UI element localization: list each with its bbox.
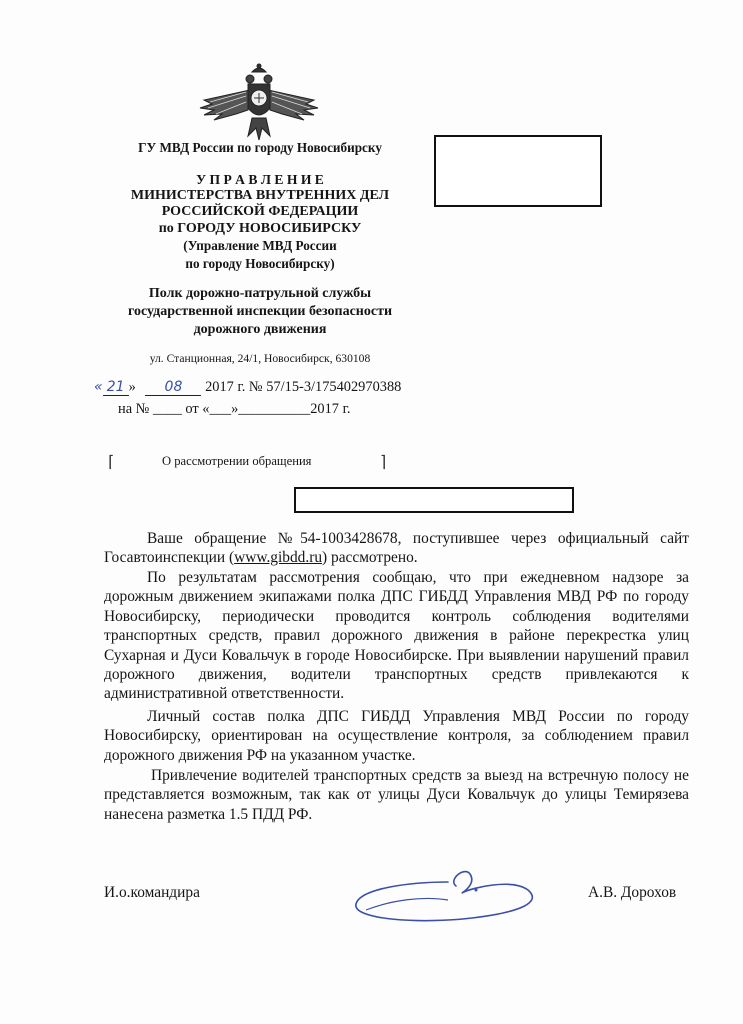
p1-end: ) рассмотрено.: [322, 549, 418, 567]
date-close-quote: »: [128, 379, 136, 395]
body-paragraph-2: По результатам рассмотрения сообщаю, что при ежедневном надзоре за дорожным движением экипажами полка ДПС ГИБДД Управления МВД РФ по городу Новосибирску, периодически проводится контроль соблюдения водителями транспортных средств, правил дорожного движения в районе перекрестка улиц Сухарная и Дуси Ковальчук в городе Новосибирске. При выявлении нарушений правил дорожного движения, водители транспортных средств привлекаются к административной ответственности.: [104, 569, 689, 703]
signer-name: А.В. Дорохов: [588, 884, 677, 901]
directorate-title: У П Р А В Л Е Н И Е: [196, 172, 324, 187]
regiment-line3: дорожного движения: [193, 322, 327, 337]
recipient-redaction-box: [434, 135, 602, 207]
day-handwritten: 21: [103, 379, 129, 396]
body-paragraph-4: Привлечение водителей транспортных средств за выезд на встречную полосу не представляется возможным, так как от улицы Дуси Ковальчук до улицы Темирязева нанесена разметка 1.5 ПДД РФ.: [104, 767, 689, 823]
gibdd-link[interactable]: www.gibdd.ru: [234, 549, 323, 567]
ministry-line1: МИНИСТЕРСТВА ВНУТРЕННИХ ДЕЛ: [130, 188, 390, 203]
mvd-emblem-icon: [196, 62, 322, 144]
signer-position: И.о.командира: [104, 884, 200, 901]
subject-bracket-left-icon: ⌈: [108, 452, 115, 471]
reference-line: [94, 379, 424, 396]
ministry-abbr2: по городу Новосибирску): [185, 256, 335, 271]
subject-text: О рассмотрении обращения: [162, 454, 312, 468]
date-open-quote: «: [94, 379, 103, 395]
p1-text: Ваше обращение №54-1003428678, поступившее через официальный сайт Госавтоинспекции (: [104, 530, 689, 567]
subject-bracket-right-icon: ⌉: [380, 452, 387, 471]
reply-to-line: на № ____ от «___»__________2017 г.: [118, 401, 351, 417]
address: ул. Станционная, 24/1, Новосибирск, 630108: [149, 352, 371, 365]
org-short-name: ГУ МВД России по городу Новосибирску: [138, 140, 382, 155]
month-handwritten: 08: [145, 379, 201, 396]
addressee-redaction-box: [294, 487, 574, 513]
regiment-line2: государственной инспекции безопасности: [127, 304, 393, 319]
handwritten-signature-icon: [352, 860, 552, 930]
ministry-line2: РОССИЙСКОЙ ФЕДЕРАЦИИ: [161, 204, 359, 219]
regiment-line1: Полк дорожно-патрульной службы: [148, 286, 372, 301]
year-and-number: 2017 г. № 57/15-3/175402970388: [205, 379, 402, 395]
ministry-abbr1: (Управление МВД России: [183, 238, 337, 253]
body-paragraph-1: [104, 529, 689, 568]
body-paragraph-3: Личный состав полка ДПС ГИБДД Управления МВД России по городу Новосибирску, ориентирован на осуществление контроля, за соблюдением правил дорожного движения РФ на указанном участке.: [104, 708, 689, 764]
ministry-line3: по ГОРОДУ НОВОСИБИРСКУ: [158, 221, 362, 236]
